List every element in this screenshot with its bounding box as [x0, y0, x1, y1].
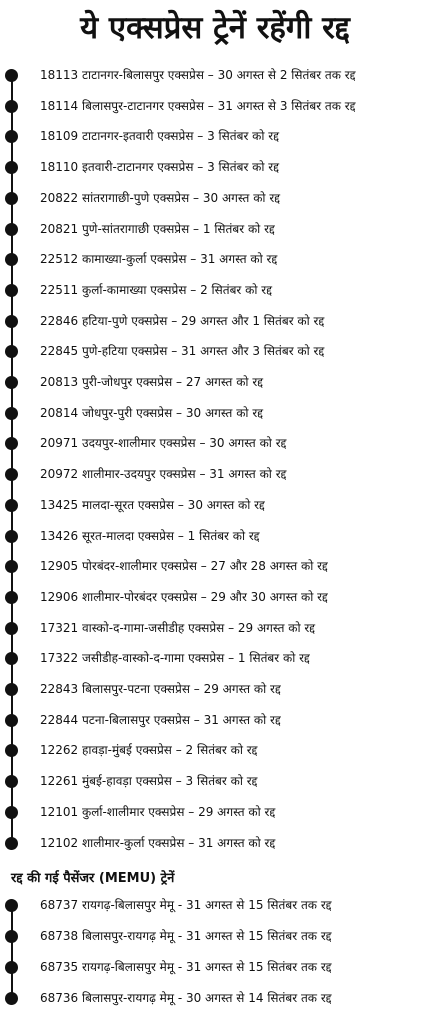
list-item	[0, 275, 430, 305]
list-item	[0, 890, 430, 920]
bullet-icon	[5, 499, 18, 512]
bullet-icon	[5, 992, 18, 1005]
train-cancellation-text: 22844 पटना-बिलासपुर एक्सप्रेस – 31 अगस्त को रद्द	[40, 712, 281, 727]
list-item	[0, 551, 430, 581]
train-cancellation-text: 18110 इतवारी-टाटानगर एक्सप्रेस – 3 सितंबर को रद्द	[40, 160, 280, 175]
list-item	[0, 643, 430, 673]
bullet-icon	[5, 775, 18, 788]
bullet-icon	[5, 100, 18, 113]
bullet-icon	[5, 530, 18, 543]
train-cancellation-text: 20972 शालीमार-उदयपुर एक्सप्रेस – 31 अगस्त को रद्द	[40, 467, 287, 482]
bullet-icon	[5, 714, 18, 727]
bullet-icon	[5, 130, 18, 143]
bullet-icon	[5, 315, 18, 328]
list-item	[0, 428, 430, 458]
list-item	[0, 952, 430, 982]
train-cancellation-text: 18113 टाटानगर-बिलासपुर एक्सप्रेस – 30 अगस्त से 2 सितंबर तक रद्द	[40, 68, 356, 82]
train-cancellation-text: 22845 पुणे-हटिया एक्सप्रेस – 31 अगस्त और 3 सितंबर को रद्द	[40, 344, 325, 359]
train-cancellation-text: 20821 पुणे-सांतरागाछी एक्सप्रेस – 1 सितंबर को रद्द	[40, 221, 275, 236]
train-cancellation-text: 68737 रायगढ़-बिलासपुर मेमू - 31 अगस्त से 15 सितंबर तक रद्द	[40, 898, 332, 912]
bullet-icon	[5, 560, 18, 573]
bullet-icon	[5, 284, 18, 297]
bullet-icon	[5, 376, 18, 389]
train-cancellation-text: 17322 जसीडीह-वास्को-द-गामा एक्सप्रेस – 1 सितंबर को रद्द	[40, 651, 310, 666]
bullet-icon	[5, 899, 18, 912]
bullet-icon	[5, 192, 18, 205]
list-item	[0, 766, 430, 796]
list-item	[0, 921, 430, 951]
train-cancellation-text: 20971 उदयपुर-शालीमार एक्सप्रेस – 30 अगस्त को रद्द	[40, 436, 287, 451]
train-cancellation-text: 68735 रायगढ़-बिलासपुर मेमू - 31 अगस्त से 15 सितंबर तक रद्द	[40, 960, 332, 974]
memu-heading: रद्द की गई पैसेंजर (MEMU) ट्रेनें	[11, 871, 175, 886]
list-item	[0, 613, 430, 643]
train-cancellation-text: 13425 मालदा-सूरत एक्सप्रेस – 30 अगस्त को रद्द	[40, 497, 265, 512]
list-item	[0, 797, 430, 827]
bullet-icon	[5, 683, 18, 696]
list-item	[0, 398, 430, 428]
bullet-icon	[5, 468, 18, 481]
list-item	[0, 983, 430, 1013]
list-item	[0, 490, 430, 520]
list-item	[0, 582, 430, 612]
train-cancellation-text: 13426 सूरत-मालदा एक्सप्रेस – 1 सितंबर को रद्द	[40, 528, 260, 543]
bullet-icon	[5, 806, 18, 819]
list-item	[0, 91, 430, 121]
bullet-icon	[5, 407, 18, 420]
train-cancellation-text: 22512 कामाख्या-कुर्ला एक्सप्रेस – 31 अगस्त को रद्द	[40, 252, 278, 267]
train-cancellation-text: 12261 मुंबई-हावड़ा एक्सप्रेस – 3 सितंबर को रद्द	[40, 774, 258, 789]
list-item	[0, 367, 430, 397]
train-cancellation-text: 20814 जोधपुर-पुरी एक्सप्रेस – 30 अगस्त को रद्द	[40, 405, 264, 420]
bullet-icon	[5, 837, 18, 850]
bullet-icon	[5, 345, 18, 358]
bullet-icon	[5, 161, 18, 174]
bullet-icon	[5, 223, 18, 236]
bullet-icon	[5, 622, 18, 635]
list-item	[0, 244, 430, 274]
train-cancellation-text: 68738 बिलासपुर-रायगढ़ मेमू - 31 अगस्त से 15 सितंबर तक रद्द	[40, 929, 332, 943]
train-cancellation-text: 12101 कुर्ला-शालीमार एक्सप्रेस – 29 अगस्त को रद्द	[40, 804, 276, 819]
bullet-icon	[5, 591, 18, 604]
train-cancellation-text: 12905 पोरबंदर-शालीमार एक्सप्रेस – 27 और 28 अगस्त को रद्द	[40, 559, 328, 574]
train-cancellation-text: 18114 बिलासपुर-टाटानगर एक्सप्रेस – 31 अगस्त से 3 सितंबर तक रद्द	[40, 98, 356, 113]
list-item	[0, 459, 430, 489]
bullet-icon	[5, 930, 18, 943]
bullet-icon	[5, 652, 18, 665]
train-cancellation-text: 18109 टाटानगर-इतवारी एक्सप्रेस – 3 सितंबर को रद्द	[40, 129, 280, 144]
page-title: ये एक्सप्रेस ट्रेनें रहेंगी रद्द	[80, 10, 350, 46]
bullet-icon	[5, 253, 18, 266]
train-cancellation-text: 22846 हटिया-पुणे एक्सप्रेस – 29 अगस्त और 1 सितंबर को रद्द	[40, 313, 325, 328]
train-cancellation-text: 12262 हावड़ा-मुंबई एक्सप्रेस – 2 सितंबर को रद्द	[40, 743, 258, 758]
bullet-icon	[5, 744, 18, 757]
train-cancellation-text: 68736 बिलासपुर-रायगढ़ मेमू - 30 अगस्त से 14 सितंबर तक रद्द	[40, 991, 332, 1005]
list-item	[0, 60, 430, 90]
list-item	[0, 306, 430, 336]
train-cancellation-text: 20822 सांतरागाछी-पुणे एक्सप्रेस – 30 अगस्त को रद्द	[40, 190, 281, 205]
list-item	[0, 521, 430, 551]
train-cancellation-text: 17321 वास्को-द-गामा-जसीडीह एक्सप्रेस – 29 अगस्त को रद्द	[40, 620, 316, 635]
train-cancellation-text: 20813 पुरी-जोधपुर एक्सप्रेस – 27 अगस्त को रद्द	[40, 375, 264, 389]
list-item	[0, 674, 430, 704]
list-item	[0, 121, 430, 151]
bullet-icon	[5, 69, 18, 82]
train-cancellation-text: 12102 शालीमार-कुर्ला एक्सप्रेस – 31 अगस्त को रद्द	[40, 835, 276, 850]
bullet-icon	[5, 437, 18, 450]
train-cancellation-text: 22843 बिलासपुर-पटना एक्सप्रेस – 29 अगस्त को रद्द	[40, 682, 281, 696]
train-cancellation-text: 12906 शालीमार-पोरबंदर एक्सप्रेस – 29 और 30 अगस्त को रद्द	[40, 589, 328, 604]
list-item	[0, 214, 430, 244]
list-item	[0, 183, 430, 213]
train-cancellation-text: 22511 कुर्ला-कामाख्या एक्सप्रेस – 2 सितंबर को रद्द	[40, 282, 273, 297]
list-item	[0, 705, 430, 735]
list-item	[0, 152, 430, 182]
list-item	[0, 828, 430, 858]
bullet-icon	[5, 961, 18, 974]
list-item	[0, 735, 430, 765]
list-item	[0, 336, 430, 366]
